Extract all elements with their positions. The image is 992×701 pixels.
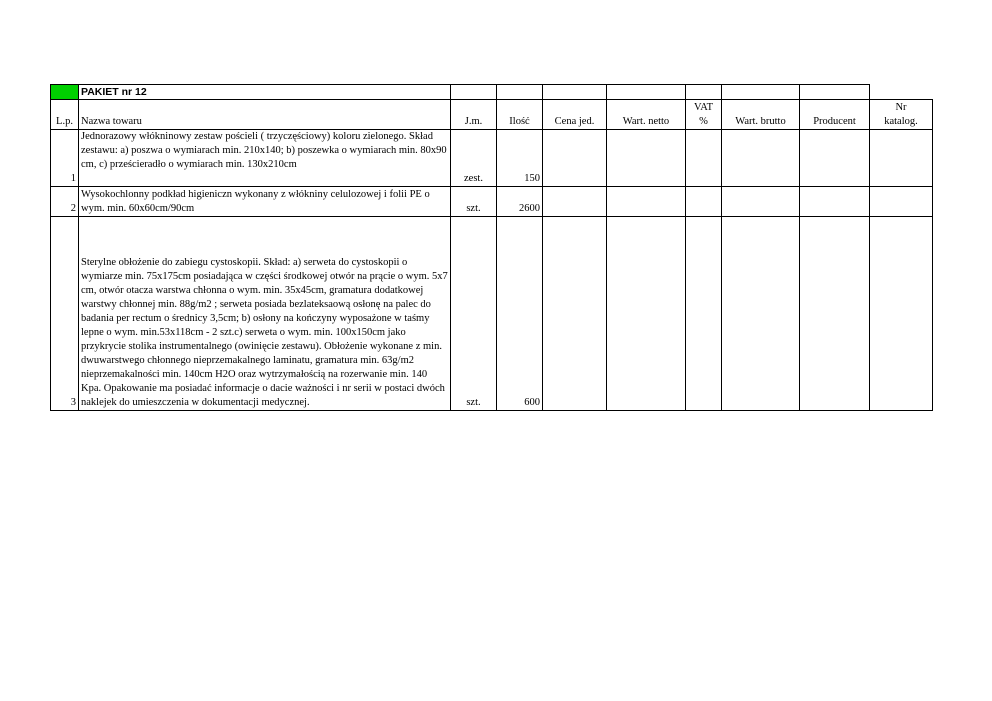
header-lp: L.p. — [51, 100, 79, 130]
row-name: Wysokochlonny podkład higieniczn wykonany z włókniny celulozowej i folii PE o wym. min. 60x60cm/90cm — [79, 187, 451, 217]
row-unit-price — [543, 130, 607, 187]
price-table — [50, 84, 933, 411]
package-title: PAKIET nr 12 — [79, 85, 451, 100]
row-catalog — [870, 217, 933, 411]
green-marker-cell — [51, 85, 79, 100]
table-row — [51, 187, 933, 217]
row-gross-value — [722, 187, 800, 217]
row-unit: szt. — [451, 187, 497, 217]
row-unit-price — [543, 187, 607, 217]
empty-cell — [497, 85, 543, 100]
row-name: Sterylne obłożenie do zabiegu cystoskopii. Skład: a) serweta do cystoskopii o wymiarze min. 75x175cm posiadająca w części środkowej otwór na prącie o wym. 5x7 cm, otwór otacza warstwa chłonna o wym. min. 35x45cm, gramatura dodatkowej warstwy chłonnej min. 88g/m2 ; serweta posiada bezlateksaową osłonę na palec do badania per rectum o średnicy 3,5cm; b) osłony na kończyny wyposażone w taśmy lepne o wym. min.53x118cm - 2 szt.c) serweta o wym. min. 100x150cm jako przykrycie stolika instrumentalnego (owinięcie zestawu). Obłożenie wykonane z min. dwuwarstwego chłonnego nieprzemakalnego laminatu, gramatura min. 63g/m2 nieprzemakalności min. 140cm H2O oraz wytrzymałością na rozerwanie min. 140 Kpa. Opakowanie ma posiadać informacje o dacie ważności i nr serii w postaci dwóch naklejek do umieszczenia w dokumentacji medycznej. — [79, 217, 451, 411]
package-title-row — [51, 85, 933, 100]
row-unit: szt. — [451, 217, 497, 411]
empty-cell — [543, 85, 607, 100]
row-catalog — [870, 130, 933, 187]
row-vat — [686, 130, 722, 187]
header-vat — [686, 100, 722, 130]
empty-cell — [870, 85, 933, 100]
row-lp: 3 — [51, 217, 79, 411]
row-net-value — [607, 217, 686, 411]
header-name: Nazwa towaru — [79, 100, 451, 130]
header-catalog-line2: katalog. — [884, 116, 918, 127]
header-unit-price: Cena jed. — [543, 100, 607, 130]
row-name: Jednorazowy włókninowy zestaw pościeli ( trzyczęściowy) koloru zielonego. Skład zestawu: a) poszwa o wymiarach min. 210x140; b) poszewka o wymiarach min. 80x90 cm, c) prześcieradło o wymiarach min. 130x210cm — [79, 130, 451, 187]
row-catalog — [870, 187, 933, 217]
header-qty: Ilość — [497, 100, 543, 130]
header-vat-line1: VAT — [693, 102, 714, 113]
header-row — [51, 100, 933, 130]
header-net-value: Wart. netto — [607, 100, 686, 130]
row-gross-value — [722, 217, 800, 411]
table-row — [51, 130, 933, 187]
row-unit-price — [543, 217, 607, 411]
table-row — [51, 217, 933, 411]
row-qty: 600 — [497, 217, 543, 411]
header-gross-value: Wart. brutto — [722, 100, 800, 130]
row-net-value — [607, 130, 686, 187]
header-producer: Producent — [800, 100, 870, 130]
header-unit: J.m. — [451, 100, 497, 130]
row-qty: 150 — [497, 130, 543, 187]
header-catalog — [870, 100, 933, 130]
row-lp: 2 — [51, 187, 79, 217]
row-producer — [800, 130, 870, 187]
header-catalog-line1: Nr — [895, 102, 907, 113]
row-vat — [686, 187, 722, 217]
empty-cell — [722, 85, 800, 100]
row-unit: zest. — [451, 130, 497, 187]
row-net-value — [607, 187, 686, 217]
header-vat-line2: % — [699, 116, 708, 127]
row-producer — [800, 187, 870, 217]
empty-cell — [451, 85, 497, 100]
row-lp: 1 — [51, 130, 79, 187]
row-gross-value — [722, 130, 800, 187]
row-qty: 2600 — [497, 187, 543, 217]
row-producer — [800, 217, 870, 411]
empty-cell — [607, 85, 686, 100]
empty-cell — [800, 85, 870, 100]
empty-cell — [686, 85, 722, 100]
row-vat — [686, 217, 722, 411]
